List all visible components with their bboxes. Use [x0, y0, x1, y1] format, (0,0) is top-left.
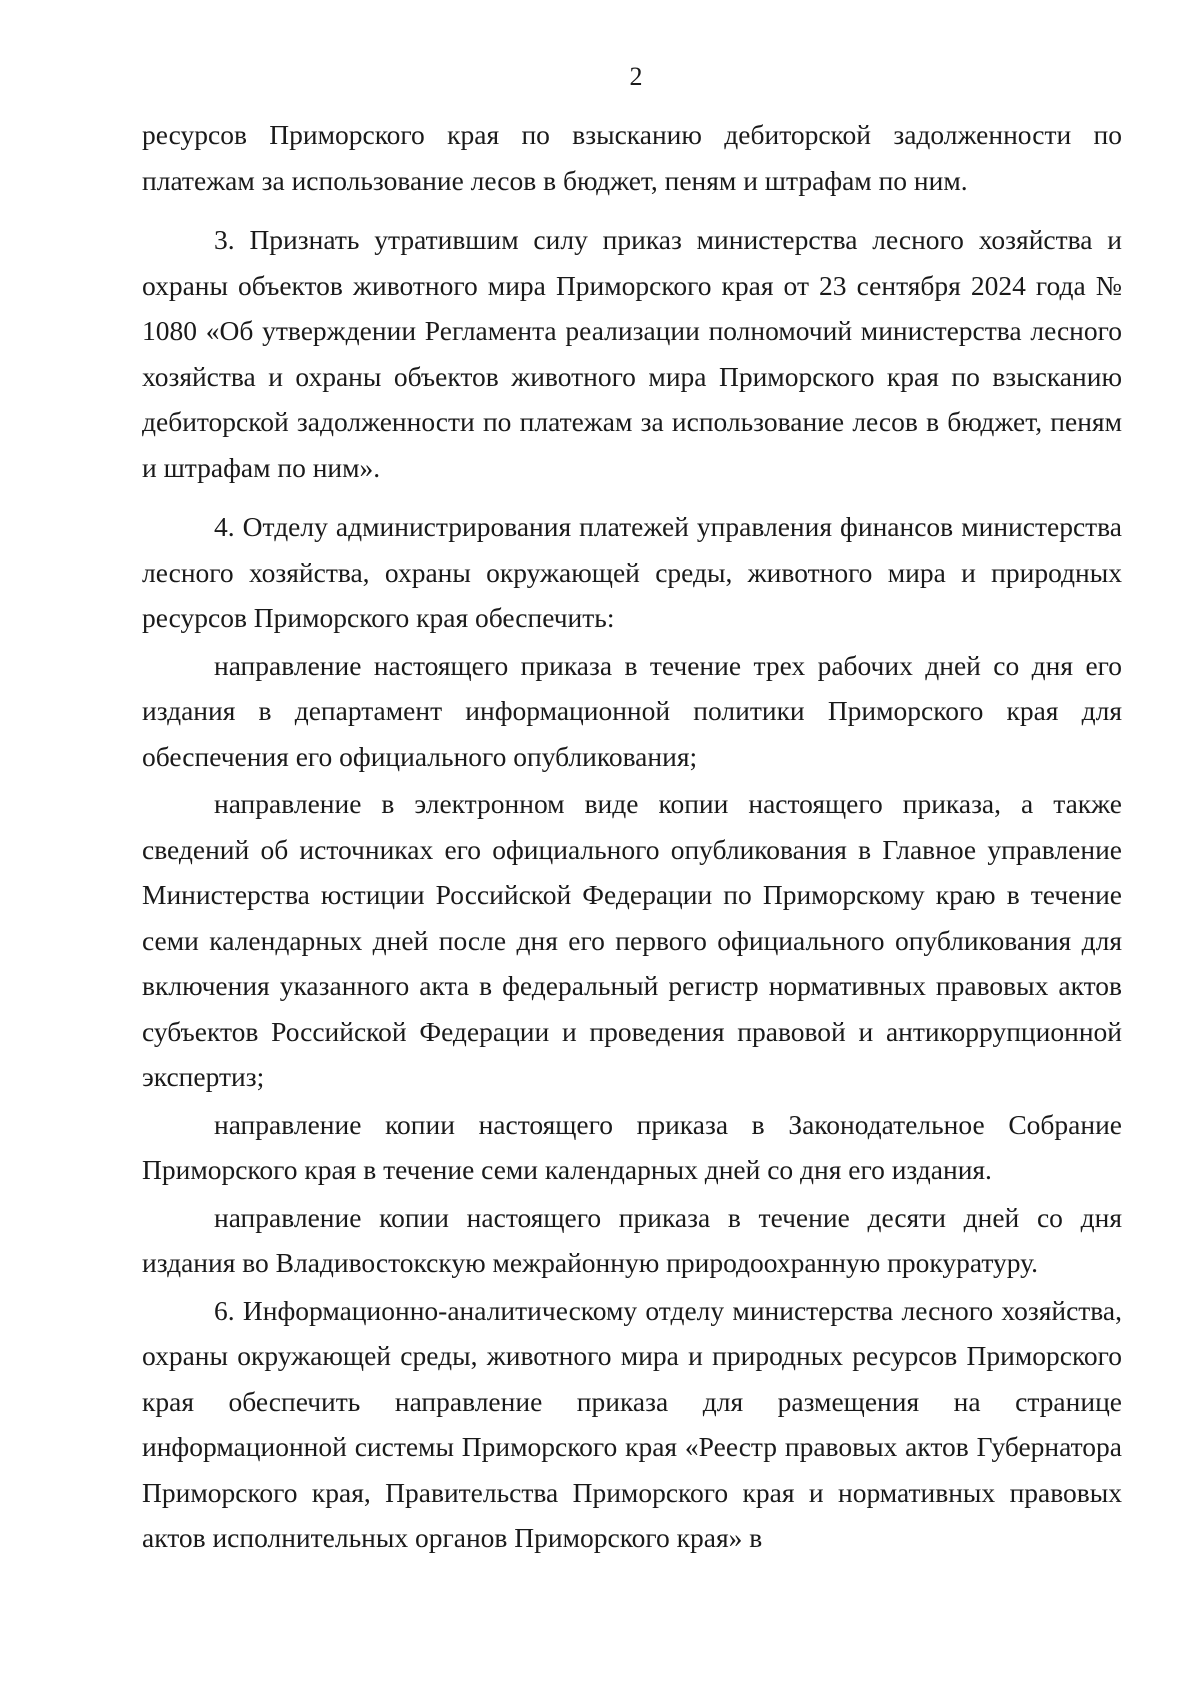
paragraph-prosecutor-direction: направление копии настоящего приказа в течение десяти дней со дня издания во Владивостокскую межрайонную природоохранную прокуратуру. [142, 1201, 1122, 1278]
paragraph-item-3: 3. Признать утратившим силу приказ министерства лесного хозяйства и охраны объектов животного мира Приморского края от 23 сентября 2024 года № 1080 «Об утверждении Регламента реализации полномочий министерства лесного хозяйства и охраны объектов животного мира Приморского края по взысканию дебиторской задолженности по платежам за использование лесов в бюджет, пеням и штрафам по ним». [142, 224, 1122, 483]
paragraph-item-4: 4. Отделу администрирования платежей управления финансов министерства лесного хозяйства, охраны окружающей среды, животного мира и природных ресурсов Приморского края обеспечить: [142, 511, 1122, 633]
paragraph-item-6: 6. Информационно-аналитическому отделу министерства лесного хозяйства, охраны окружающей среды, животного мира и природных ресурсов Приморского края обеспечить направление приказа для размещения на странице информационной системы Приморского края «Реестр правовых актов Губернатора Приморского края, Правительства Приморского края и нормативных правовых актов исполнительных органов Приморского края» в [142, 1294, 1122, 1553]
paragraph-justice-ministry-direction: направление в электронном виде копии настоящего приказа, а также сведений об источниках его официального опубликования в Главное управление Министерства юстиции Российской Федерации по Приморскому краю в течение семи календарных дней после дня его первого официального опубликования для включения указанного акта в федеральный регистр нормативных правовых актов субъектов Российской Федерации и проведения правовой и антикоррупционной экспертиз; [142, 788, 1122, 1092]
paragraph-legislative-assembly-direction: направление копии настоящего приказа в Законодательное Собрание Приморского края в течение семи календарных дней со дня его издания. [142, 1108, 1122, 1185]
paragraph-publication-direction: направление настоящего приказа в течение трех рабочих дней со дня его издания в департамент информационной политики Приморского края для обеспечения его официального опубликования; [142, 649, 1122, 772]
paragraph-continuation: ресурсов Приморского края по взысканию дебиторской задолженности по платежам за использование лесов в бюджет, пеням и штрафам по ним. [142, 119, 1122, 196]
document-body [142, 112, 1122, 1561]
page-number: 2 [629, 62, 643, 91]
